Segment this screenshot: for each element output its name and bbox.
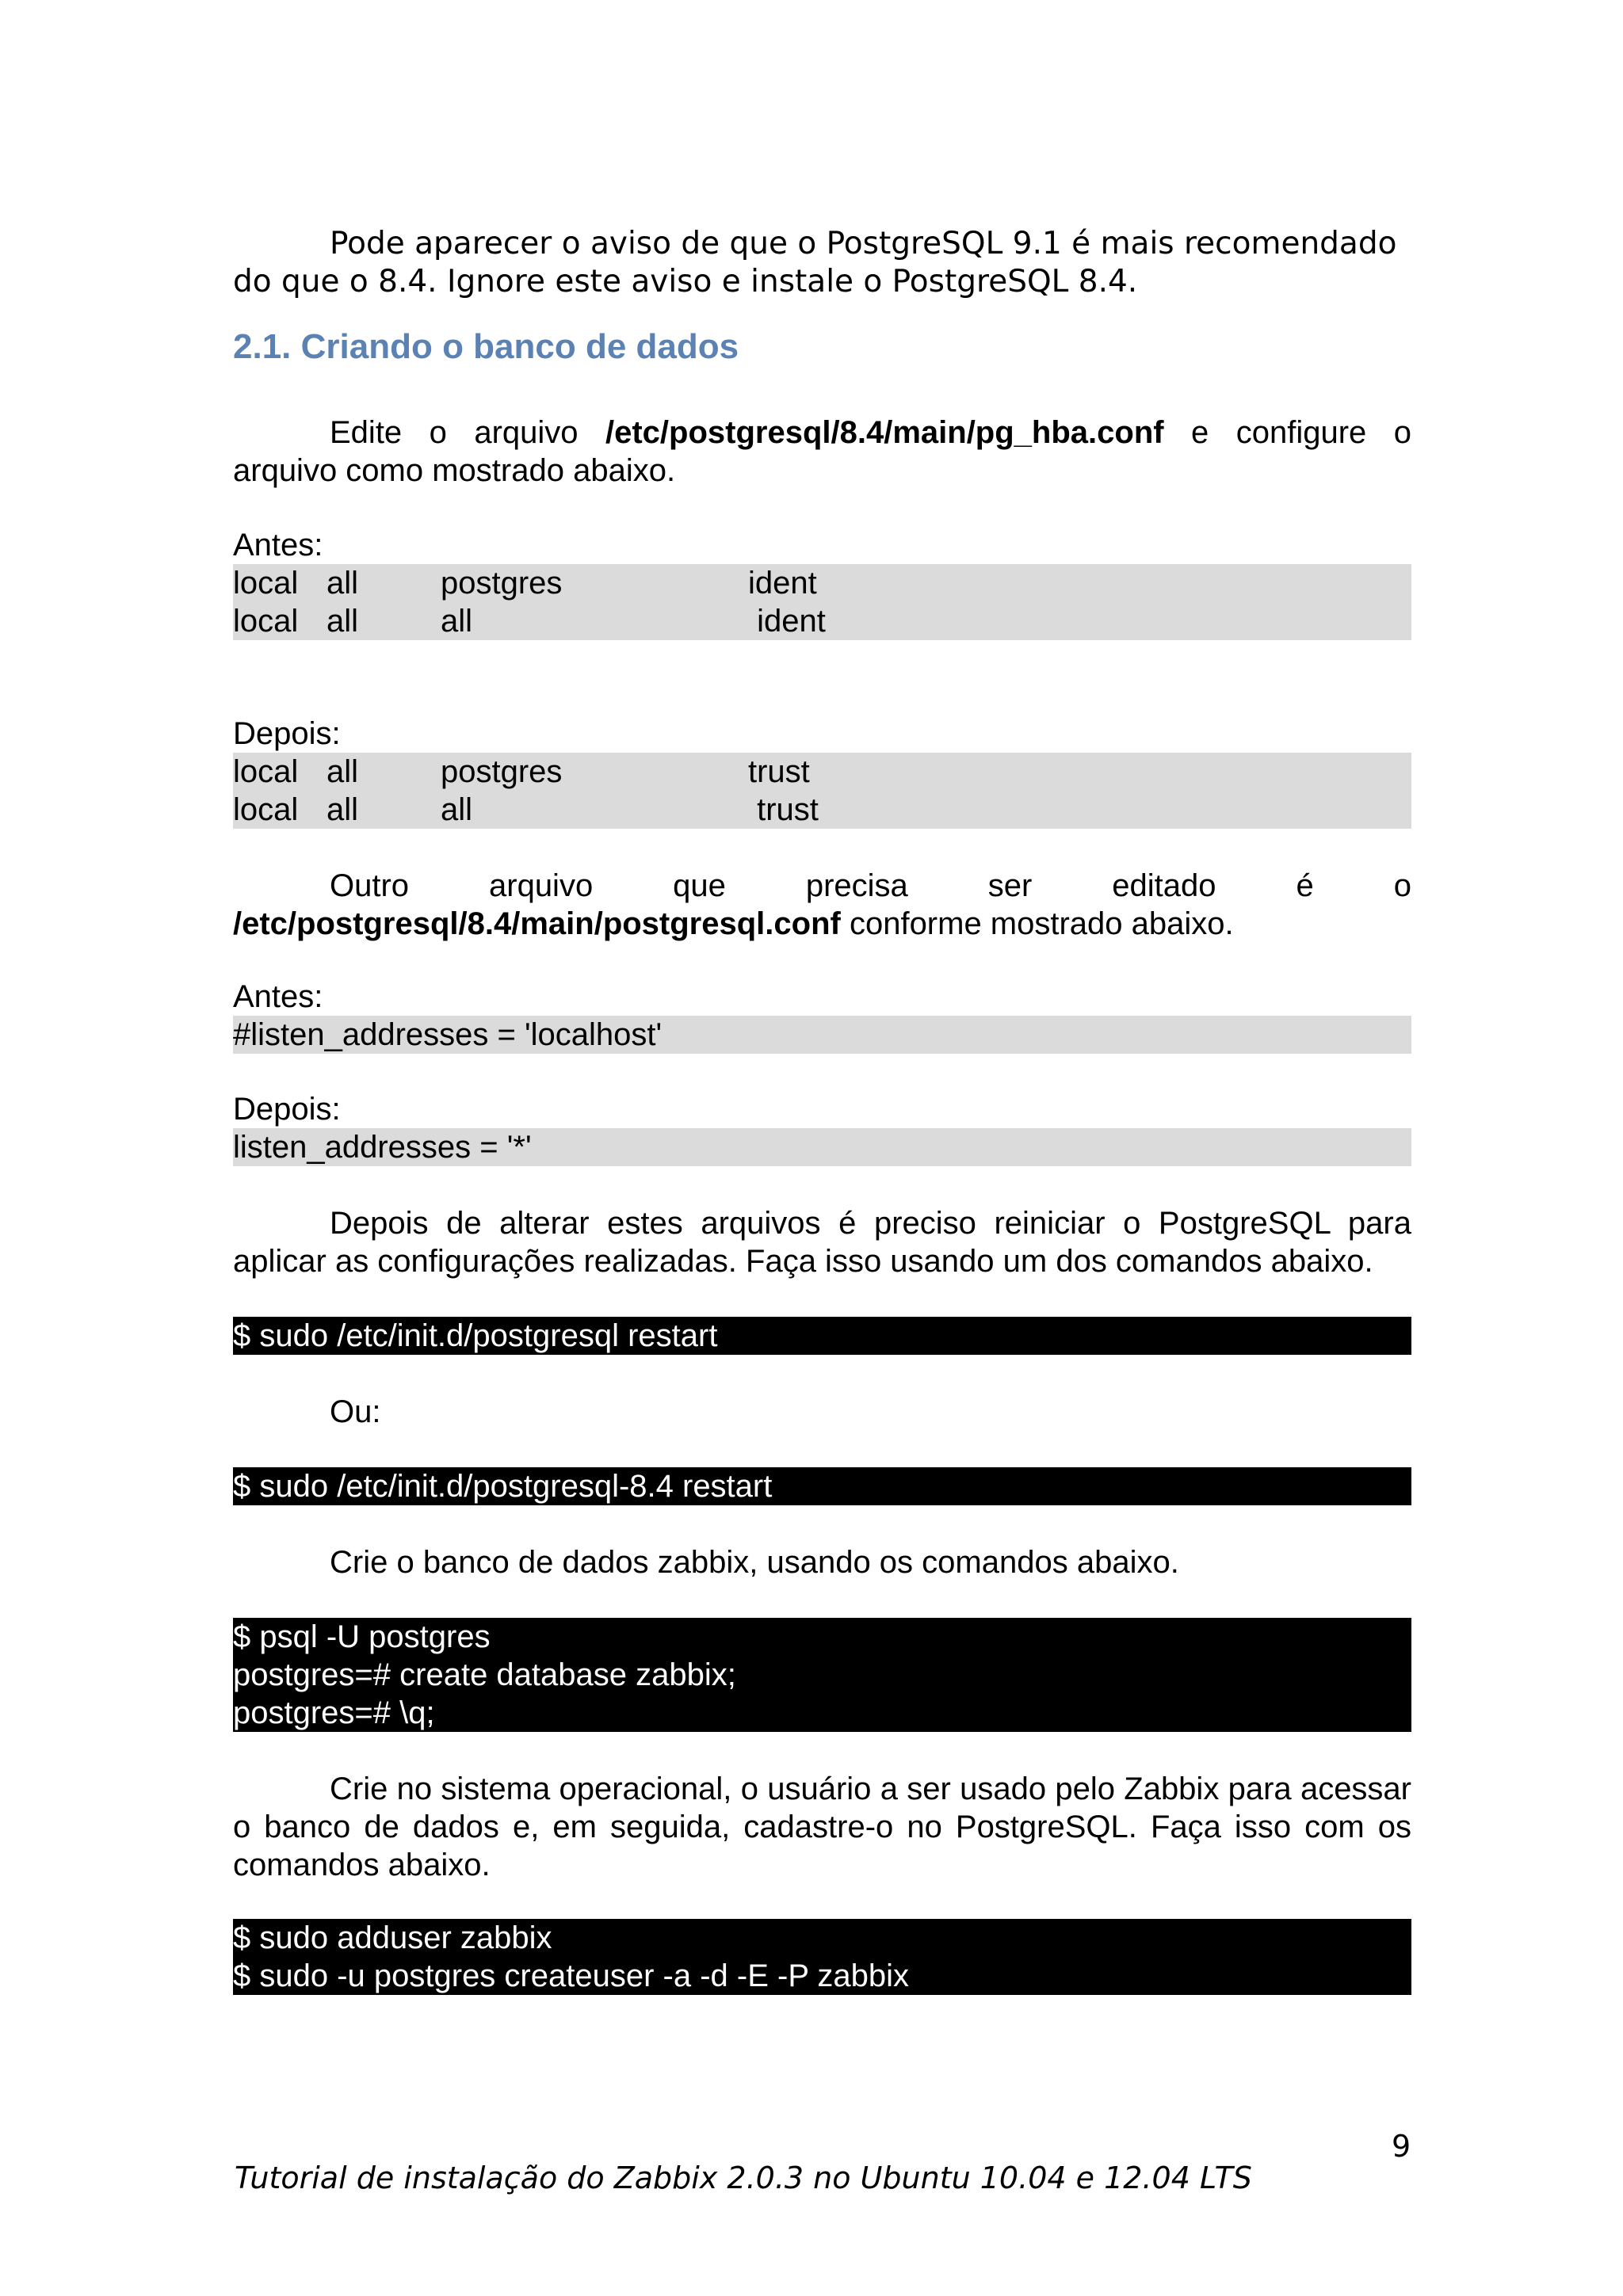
pg-hba-after [233, 715, 1411, 829]
pg-hba-path: /etc/postgresql/8.4/main/pg_hba.conf [605, 415, 1164, 450]
after-label: Depois: [233, 1092, 341, 1127]
paragraph-restart: Depois de alterar estes arquivos é preciso reiniciar o PostgreSQL para aplicar as configurações realizadas. Faça isso usando um dos comandos abaixo. [233, 1206, 1411, 1279]
after-label: Depois: [233, 716, 341, 751]
paragraph-pg-hba: Edite o arquivo /etc/postgresql/8.4/main/pg_hba.conf e configure o arquivo como mostrado abaixo. [233, 415, 1411, 488]
section-heading: 2.1. Criando o banco de dados [233, 327, 739, 366]
intro-line-1: Pode aparecer o aviso de que o PostgreSQL 9.1 é mais recomendado [330, 226, 1397, 261]
conf-before-code: #listen_addresses = 'localhost' [233, 1016, 1411, 1054]
postgresql-conf-path: /etc/postgresql/8.4/main/postgresql.conf [233, 906, 841, 941]
adduser-commands [233, 1919, 1411, 1995]
restart-command-1: $ sudo /etc/init.d/postgresql restart [233, 1317, 1411, 1355]
pg-hba-before [233, 526, 1411, 640]
code-row: local all all trust [233, 792, 819, 827]
command-line: postgres=# create database zabbix; [233, 1657, 736, 1692]
conf-after [233, 1090, 1411, 1166]
pg-hba-after-code [233, 753, 1411, 829]
or-label: Ou: [330, 1394, 381, 1429]
command-line: $ sudo -u postgres createuser -a -d -E -P zabbix [233, 1958, 910, 1993]
conf-after-code: listen_addresses = '*' [233, 1128, 1411, 1166]
intro-paragraph [233, 225, 1411, 301]
restart-command-2: $ sudo /etc/init.d/postgresql-8.4 restart [233, 1467, 1411, 1505]
paragraph-createdb: Crie o banco de dados zabbix, usando os comandos abaixo. [330, 1545, 1179, 1580]
page-number: 9 [1392, 2129, 1411, 2164]
before-label: Antes: [233, 979, 323, 1014]
conf-before [233, 978, 1411, 1054]
command-line: $ sudo adduser zabbix [233, 1920, 552, 1955]
paragraph-postgresql-conf: Outro arquivo que precisa ser editado é o /etc/postgresql/8.4/main/postgresql.conf conforme mostrado abaixo. [233, 868, 1411, 941]
intro-line-2: do que o 8.4. Ignore este aviso e instale o PostgreSQL 8.4. [233, 264, 1138, 299]
createdb-commands [233, 1618, 1411, 1732]
command-line: $ psql -U postgres [233, 1619, 491, 1654]
before-label: Antes: [233, 528, 323, 563]
code-row: local all postgres ident [233, 566, 817, 601]
command-line: postgres=# \q; [233, 1695, 435, 1730]
p1-continuation: arquivo como mostrado abaixo. [233, 453, 676, 488]
code-row: local all postgres trust [233, 754, 810, 789]
paragraph-adduser: Crie no sistema operacional, o usuário a ser usado pelo Zabbix para acessar o banco de dados e, em seguida, cadastre-o no PostgreSQL. Faça isso com os comandos abaixo. [233, 1772, 1411, 1882]
pg-hba-before-code [233, 564, 1411, 640]
code-row: local all all ident [233, 604, 826, 639]
page-footer: Tutorial de instalação do Zabbix 2.0.3 no Ubuntu 10.04 e 12.04 LTS [235, 2161, 1252, 2195]
